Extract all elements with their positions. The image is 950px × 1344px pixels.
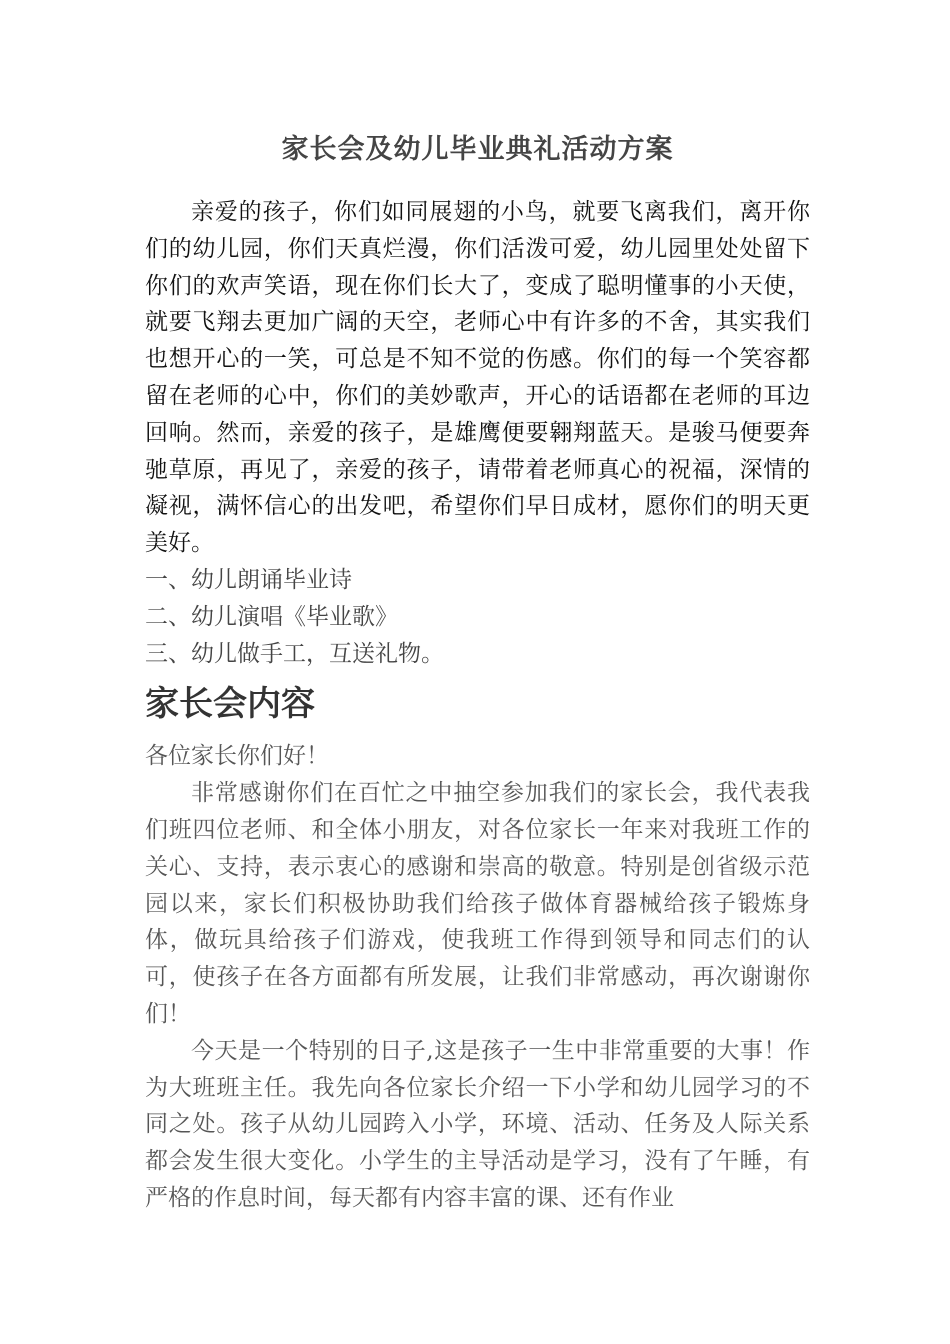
document-title: 家长会及幼儿毕业典礼活动方案 [281, 134, 674, 165]
section-heading: 家长会内容 [145, 684, 315, 725]
today-paragraph: 今天是一个特别的日子,这是孩子一生中非常重要的大事！作为大班班主任。我先向各位家长介绍一下小学和幼儿园学习的不同之处。孩子从幼儿园跨入小学，环境、活动、任务及人际关系都会发生很大变化。小学生的主导活动是学习，没有了午睡，有严格的作息时间，每天都有内容丰富的课、还有作业 [145, 1037, 810, 1211]
thanks-paragraph: 非常感谢你们在百忙之中抽空参加我们的家长会，我代表我们班四位老师、和全体小朋友，对各位家长一年来对我班工作的关心、支持，表示衷心的感谢和崇高的敬意。特别是创省级示范园以来，家长们积极协助我们给孩子做体育器械给孩子锻炼身体，做玩具给孩子们游戏，使我班工作得到领导和同志们的认可，使孩子在各方面都有所发展，让我们非常感动，再次谢谢你们！ [145, 780, 810, 1027]
program-item-2: 二、幼儿演唱《毕业歌》 [145, 603, 398, 630]
program-item-1: 一、幼儿朗诵毕业诗 [145, 566, 352, 593]
program-item-3: 三、幼儿做手工，互送礼物。 [145, 640, 444, 667]
document-body [145, 128, 810, 1217]
greeting-line: 各位家长你们好！ [145, 743, 329, 770]
intro-paragraph: 亲爱的孩子，你们如同展翅的小鸟，就要飞离我们，离开你们的幼儿园，你们天真烂漫，你们活泼可爱，幼儿园里处处留下你们的欢声笑语，现在你们长大了，变成了聪明懂事的小天使，就要飞翔去更加广阔的天空，老师心中有许多的不舍，其实我们也想开心的一笑，可总是不知不觉的伤感。你们的每一个笑容都留在老师的心中，你们的美妙歌声，开心的话语都在老师的耳边回响。然而，亲爱的孩子，是雄鹰便要翱翔蓝天。是骏马便要奔驰草原，再见了，亲爱的孩子，请带着老师真心的祝福，深情的凝视，满怀信心的出发吧，希望你们早日成材，愿你们的明天更美好。 [145, 199, 810, 557]
